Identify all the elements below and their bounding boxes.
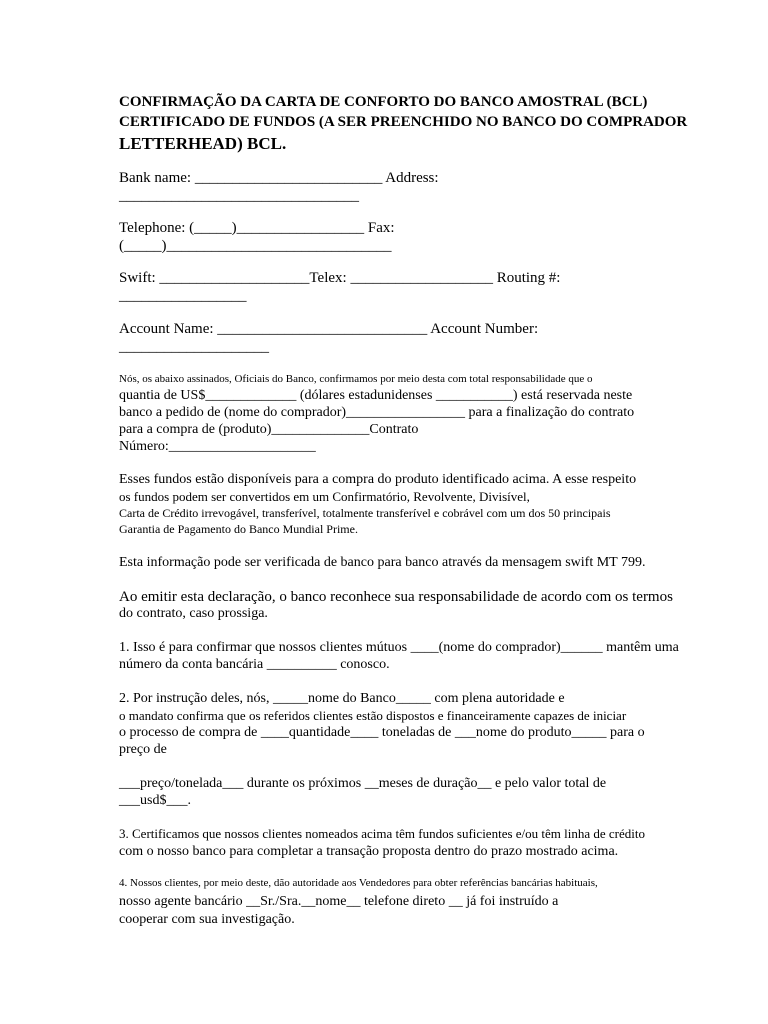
funds-line-3: Carta de Crédito irrevogável, transferível, totalmente transferível e cobrável com um dos 50 principais <box>119 506 611 520</box>
item-4-line-2: nosso agente bancário __Sr./Sra.__nome__ telefone direto __ já foi instruído a <box>119 894 559 909</box>
intro-line-5: Número:_____________________ <box>119 439 316 454</box>
address-field: ________________________________ <box>119 188 359 204</box>
intro-line-4: para a compra de (produto)______________Contrato <box>119 422 419 437</box>
item-2-line-4: preço de <box>119 742 167 757</box>
bank-name-field: Bank name: _________________________ Address: <box>119 170 439 186</box>
intro-line-3: banco a pedido de (nome do comprador)_________________ para a finalização do contrato <box>119 405 635 420</box>
title-line-1: CONFIRMAÇÃO DA CARTA DE CONFORTO DO BANCO AMOSTRAL (BCL) <box>119 94 648 110</box>
title-line-3: LETTERHEAD) BCL. <box>119 134 287 153</box>
item-1-line-1: 1. Isso é para confirmar que nossos clientes mútuos ____(nome do comprador)______ mantêm uma <box>119 640 679 655</box>
item-4-line-3: cooperar com sua investigação. <box>119 912 295 927</box>
item-4-line-1: 4. Nossos clientes, por meio deste, dão autoridade aos Vendedores para obter referências bancárias habituais, <box>119 877 598 889</box>
item-1-line-2: número da conta bancária __________ conosco. <box>119 657 390 672</box>
account-number-field: ____________________ <box>119 339 269 355</box>
declaration-line-1: Ao emitir esta declaração, o banco reconhece sua responsabilidade de acordo com os termos <box>119 589 673 605</box>
funds-line-2: os fundos podem ser convertidos em um Confirmatório, Revolvente, Divisível, <box>119 489 530 504</box>
title-line-2: CERTIFICADO DE FUNDOS (A SER PREENCHIDO NO BANCO DO COMPRADOR <box>119 114 688 130</box>
fax-field: (_____)______________________________ <box>119 238 392 254</box>
item-2-line-5: ___preço/tonelada___ durante os próximos __meses de duração__ e pelo valor total de <box>119 776 607 791</box>
funds-line-4: Garantia de Pagamento do Banco Mundial Prime. <box>119 522 358 536</box>
telephone-field: Telephone: (_____)_________________ Fax: <box>119 220 395 236</box>
declaration-line-2: do contrato, caso prossiga. <box>119 606 268 621</box>
item-3-line-2: com o nosso banco para completar a transação proposta dentro do prazo mostrado acima. <box>119 844 619 859</box>
item-2-line-2: o mandato confirma que os referidos clientes estão dispostos e financeiramente capazes de iniciar <box>119 708 627 723</box>
account-name-field: Account Name: ____________________________ Account Number: <box>119 321 539 337</box>
swift-telex-field: Swift: ____________________Telex: ___________________ Routing #: <box>119 270 561 286</box>
routing-field: _________________ <box>119 288 247 304</box>
item-2-line-1: 2. Por instrução deles, nós, _____nome do Banco_____ com plena autoridade e <box>119 691 565 706</box>
item-2-line-3: o processo de compra de ____quantidade____ toneladas de ___nome do produto_____ para o <box>119 725 645 740</box>
intro-line-2: quantia de US$_____________ (dólares estadunidenses ___________) está reservada neste <box>119 388 633 403</box>
swift-info-text: Esta informação pode ser verificada de banco para banco através da mensagem swift MT 799. <box>119 555 646 570</box>
intro-line-1: Nós, os abaixo assinados, Oficiais do Banco, confirmamos por meio desta com total responsabilidade que o <box>119 373 593 385</box>
item-2-line-6: ___usd$___. <box>119 793 191 808</box>
item-3-line-1: 3. Certificamos que nossos clientes nomeados acima têm fundos suficientes e/ou têm linha de crédito <box>119 826 645 841</box>
funds-line-1: Esses fundos estão disponíveis para a compra do produto identificado acima. A esse respeito <box>119 472 637 487</box>
